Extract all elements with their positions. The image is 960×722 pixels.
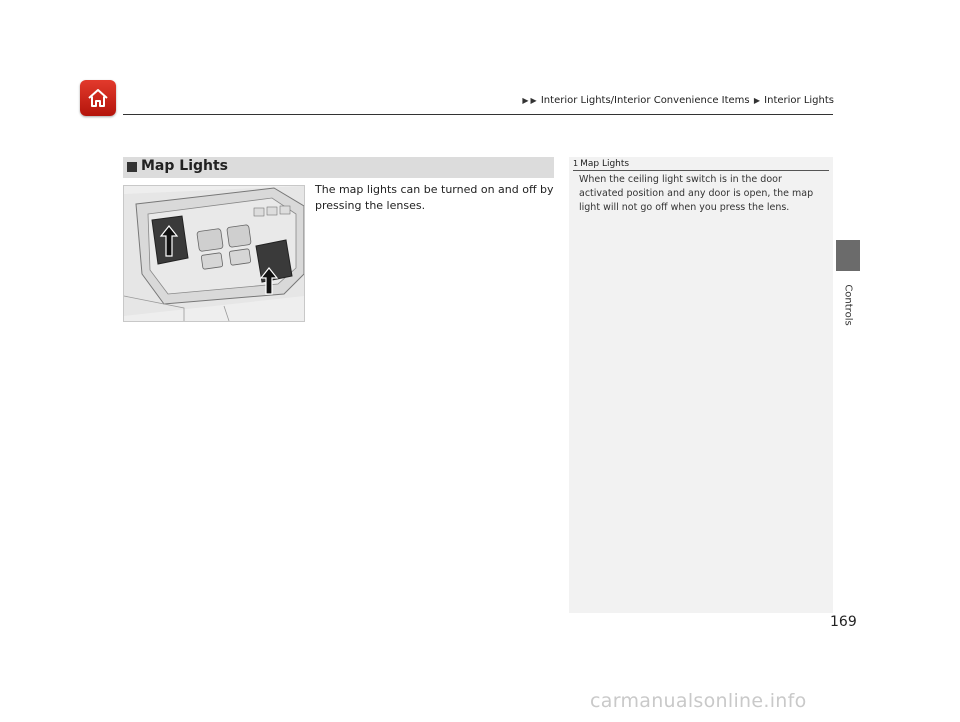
breadcrumb-arrow-icon: ▶ (522, 96, 529, 105)
note-sidebar (569, 157, 833, 613)
note-heading (573, 157, 829, 171)
note-text: When the ceiling light switch is in the door activated position and any door is open, the map light will not go off when you press the lens. (579, 174, 814, 213)
map-lights-illustration (123, 185, 305, 322)
square-bullet-icon (127, 162, 137, 172)
watermark: carmanualsonline.info (590, 690, 807, 712)
section-tab-marker[interactable] (836, 240, 860, 271)
section-title: Map Lights (141, 158, 229, 174)
note-heading-label: Map Lights (580, 159, 630, 169)
page-number: 169 (830, 614, 857, 630)
section-heading (123, 157, 554, 178)
home-button[interactable] (80, 80, 116, 116)
section-body-text: The map lights can be turned on and off by pressing the lenses. (315, 183, 554, 212)
breadcrumb-arrow-icon: ▶ (753, 96, 760, 105)
breadcrumb-item-current: Interior Lights (764, 95, 834, 106)
section-tab-label: Controls (842, 284, 854, 326)
home-icon (86, 86, 110, 110)
breadcrumb (521, 95, 834, 106)
breadcrumb-arrow-icon: ▶ (530, 96, 537, 105)
note-marker: 1 (573, 159, 579, 168)
header-divider (123, 114, 833, 115)
breadcrumb-item-parent[interactable]: Interior Lights/Interior Convenience Items (540, 95, 750, 106)
